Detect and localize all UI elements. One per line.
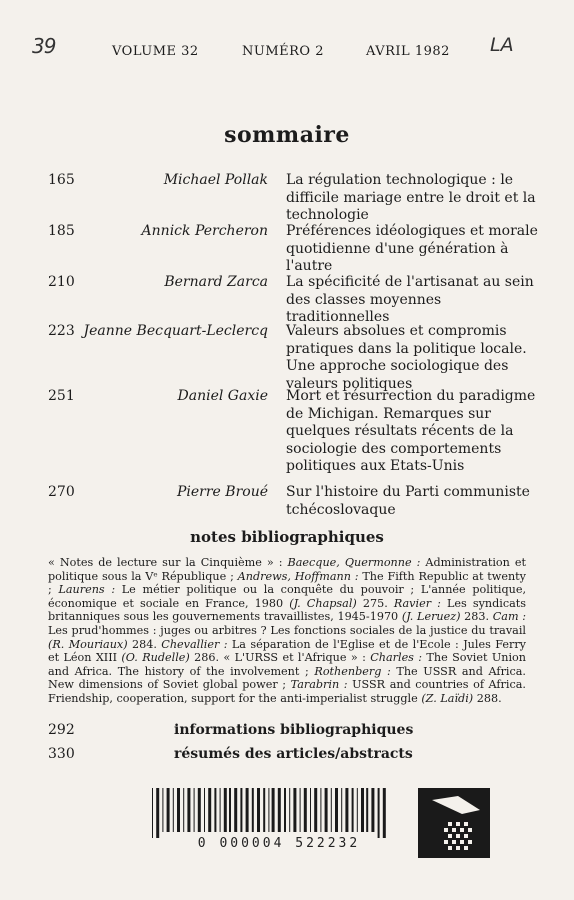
barcode-bar — [229, 788, 231, 832]
barcode-bar — [325, 788, 328, 832]
notes-segment: Ravier : — [393, 596, 441, 610]
barcode-bar — [268, 788, 269, 832]
toc-page-number: 270 — [48, 484, 75, 500]
barcode-bar — [162, 788, 163, 832]
barcode-bar — [224, 788, 227, 832]
notes-segment: The Soviet Union and Africa. The history of the involvement ; — [48, 651, 526, 678]
barcode-bar — [314, 788, 317, 832]
toc-article-title: Sur l'histoire du Parti communiste tchécoslovaque — [286, 484, 530, 518]
barcode-bar — [234, 788, 237, 832]
volume-label: VOLUME 32 — [112, 44, 199, 59]
barcode-bar — [240, 788, 242, 832]
barcode-bar — [310, 788, 311, 832]
toc-author: Pierre Broué — [176, 484, 268, 500]
toc-article-title: Valeurs absolues et compromis pratiques dans la politique locale. Une approche sociologique des valeurs politiques — [286, 323, 527, 392]
notes-segment: 275. — [356, 596, 394, 610]
barcode-bar — [378, 788, 380, 838]
notes-segment: Baecque, Quermonne : — [287, 556, 421, 569]
toc-author: Daniel Gaxie — [177, 388, 268, 404]
barcode-bar — [278, 788, 281, 832]
notes-segment: Administration et politique sous la Vᵉ République ; — [48, 556, 526, 583]
notes-segment: (O. Rudelle) — [121, 651, 190, 665]
notes-segment: Andrews, Hoffmann : — [237, 569, 359, 583]
toc-page-number: 165 — [48, 172, 75, 188]
barcode-bar — [335, 788, 338, 832]
footer-label: informations bibliographiques — [174, 722, 414, 738]
notes-segment: 286. « L'URSS et l'Afrique » : — [189, 651, 371, 665]
notes-text — [48, 556, 526, 706]
notes-segment: 288. — [473, 691, 502, 705]
barcode-bar — [341, 788, 342, 832]
barcode-bar — [167, 788, 170, 832]
page-title: sommaire — [224, 122, 350, 148]
toc-author: Michael Pollak — [163, 172, 268, 188]
handwritten-number: 39 — [32, 34, 56, 58]
footer-page-number: 292 — [48, 722, 75, 738]
toc-article-title: Préférences idéologiques et morale quotidienne d'une génération à l'autre — [286, 223, 538, 274]
notes-segment: Le métier politique ou la conquête du pouvoir ; L'année politique, économique et sociale en France, 1980 — [48, 583, 527, 610]
notes-segment: Laurens : — [58, 583, 116, 597]
handwritten-initials: LA — [490, 34, 514, 56]
barcode-bar — [284, 788, 286, 832]
notes-segment: Tarabrin : — [290, 678, 348, 692]
toc-author: Jeanne Becquart-Leclercq — [83, 323, 268, 339]
barcode-bar — [361, 788, 364, 832]
notes-segment: Cam : — [492, 610, 526, 624]
barcode-bar — [345, 788, 348, 832]
barcode-bar — [208, 788, 211, 832]
notes-segment: Les syndicats britanniques sous les gouvernements travaillistes, 1945-1970 — [48, 596, 527, 624]
barcode-bar — [173, 788, 174, 832]
barcode-bar — [152, 788, 153, 838]
toc-article-title: Mort et résurrection du paradigme de Michigan. Remarques sur quelques résultats récents de la sociologie des comportements politiques aux Etats-Unis — [286, 388, 536, 474]
barcode-bar — [257, 788, 260, 832]
issue-number-label: NUMÉRO 2 — [242, 44, 324, 59]
footer-label: résumés des articles/abstracts — [174, 746, 413, 762]
notes-segment: Charles : — [370, 651, 423, 665]
footer-page-number: 330 — [48, 746, 75, 762]
barcode-bar — [383, 788, 386, 838]
notes-segment: « Notes de lecture sur la Cinquième » : — [48, 556, 288, 569]
barcode-bar — [204, 788, 205, 832]
barcode-bar — [194, 788, 195, 832]
barcode-bar — [220, 788, 221, 832]
toc-page-number: 210 — [48, 274, 75, 290]
barcode-bar — [177, 788, 180, 832]
notes-segment: Les prud'hommes : juges ou arbitres ? Les fonctions sociales de la justice du travail — [48, 623, 526, 637]
barcode-bar — [183, 788, 184, 832]
toc-article-title: La spécificité de l'artisanat au sein des classes moyennes traditionnelles — [286, 274, 534, 325]
barcode-digits: 0 000004 522232 — [197, 836, 361, 851]
barcode-bar — [187, 788, 190, 832]
publisher-logo-icon — [418, 788, 490, 858]
notes-heading: notes bibliographiques — [190, 528, 384, 546]
barcode-bar — [371, 788, 374, 832]
toc-page-number: 223 — [48, 323, 75, 339]
notes-segment: 283. — [460, 610, 493, 624]
issue-date-label: AVRIL 1982 — [366, 44, 450, 59]
barcode-bar — [156, 788, 159, 838]
barcode-bar — [331, 788, 332, 832]
notes-segment: (J. Chapsal) — [289, 596, 357, 610]
notes-segment: 284. — [127, 637, 162, 651]
barcode-bar — [357, 788, 358, 832]
barcode-bar — [300, 788, 301, 832]
barcode-bar — [320, 788, 321, 832]
toc-author: Bernard Zarca — [164, 274, 268, 290]
barcode-bar — [272, 788, 275, 832]
notes-segment: USSR and countries of Africa. Friendship, cooperation, support for the anti-imperialist struggle — [48, 678, 526, 705]
barcode-bar — [198, 788, 201, 832]
toc-page-number: 251 — [48, 388, 75, 404]
barcode-bar — [252, 788, 254, 832]
barcode-bar — [263, 788, 265, 832]
notes-segment: Rothenberg : — [314, 664, 391, 678]
barcode-bar — [352, 788, 354, 832]
barcode-bar — [304, 788, 307, 832]
notes-segment: (Z. Laïdi) — [421, 691, 474, 705]
barcode-bar — [214, 788, 216, 832]
notes-segment: La séparation de l'Eglise et de l'Ecole : Jules Ferry et Léon XIII — [48, 637, 526, 665]
notes-segment: Chevallier : — [161, 637, 228, 651]
toc-page-number: 185 — [48, 223, 75, 239]
toc-author: Annick Percheron — [141, 223, 268, 239]
notes-segment: (R. Mouriaux) — [48, 637, 128, 651]
notes-segment: (J. Leruez) — [401, 610, 461, 624]
notes-segment: The USSR and Africa. New dimensions of Soviet global power ; — [48, 664, 526, 692]
barcode-bar — [246, 788, 249, 832]
barcode-bar — [293, 788, 296, 832]
toc-article-title: La régulation technologique : le difficile mariage entre le droit et la technologie — [286, 172, 536, 223]
barcode-bar — [366, 788, 368, 832]
barcode-bar — [289, 788, 290, 832]
notes-segment: The Fifth Republic at twenty ; — [48, 569, 526, 597]
